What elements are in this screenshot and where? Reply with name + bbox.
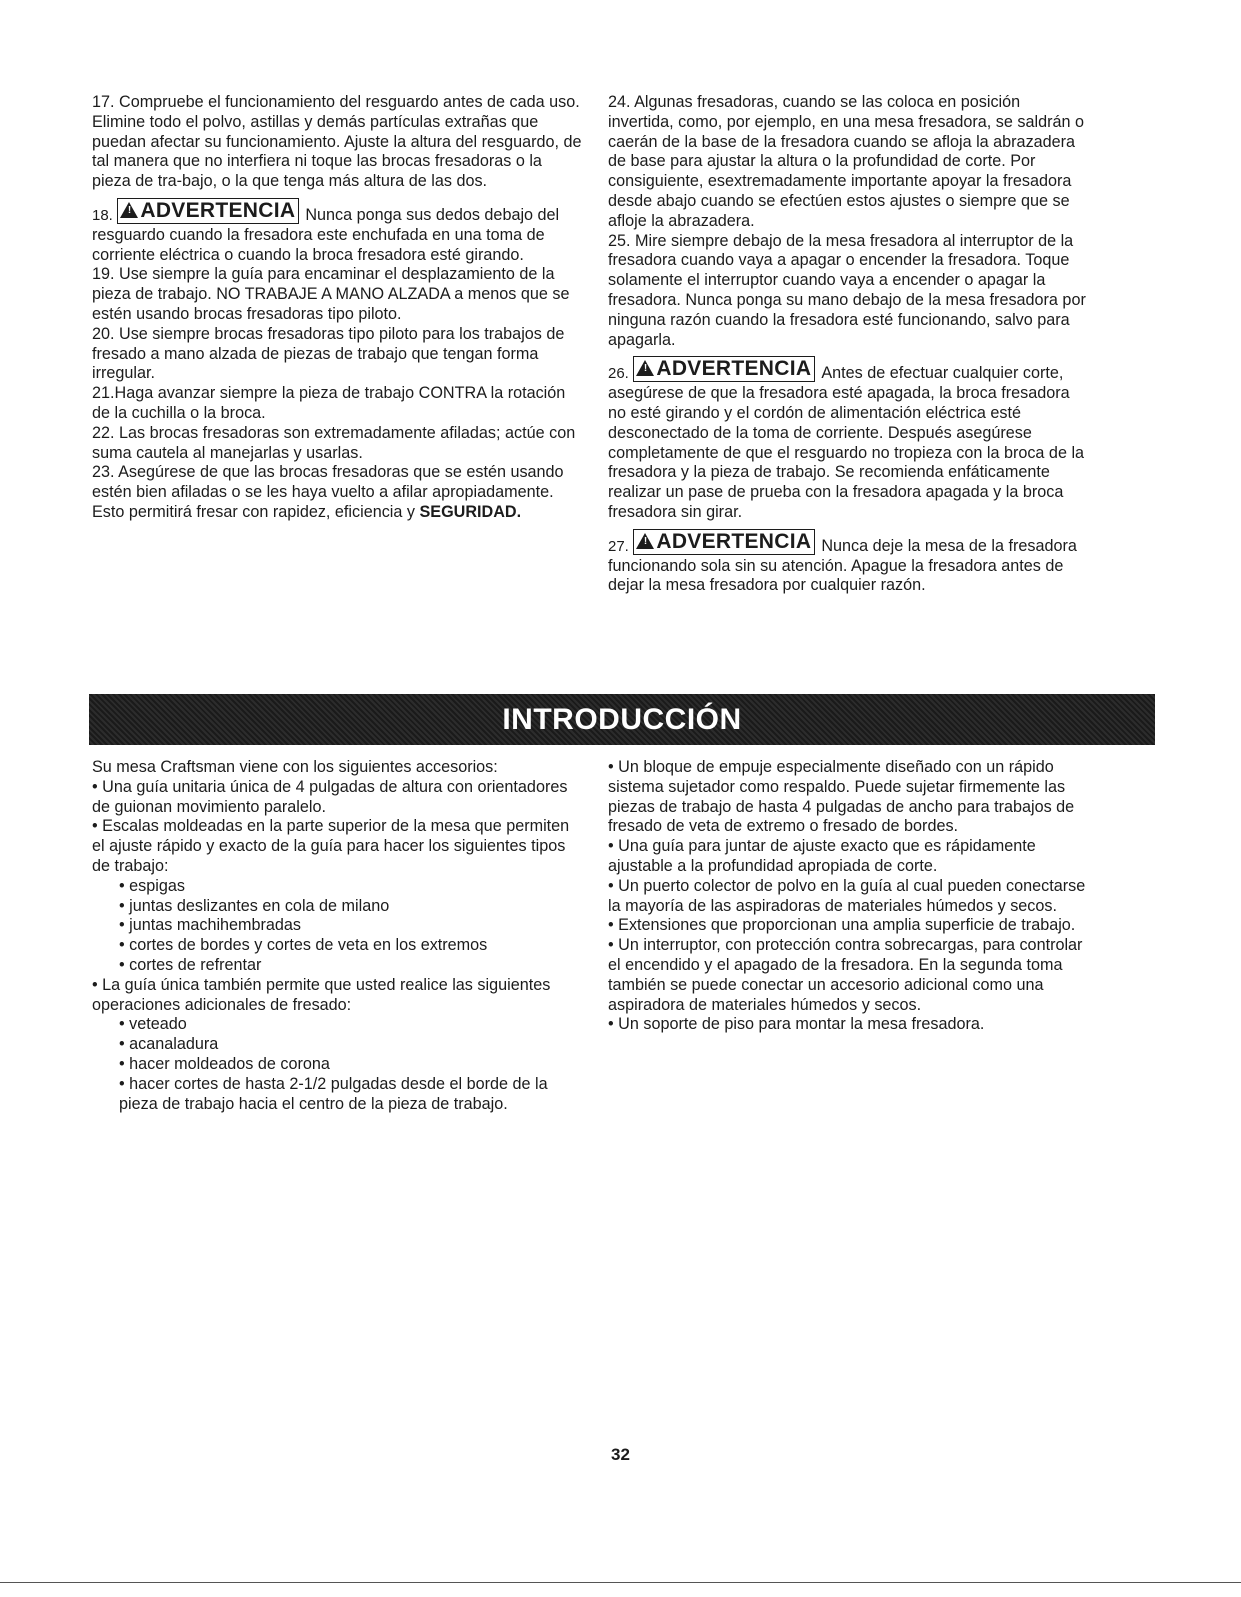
rule-19: 19. Use siempre la guía para encaminar el desplazamiento de la pieza de trabajo. NO TRABAJE A MANO ALZADA a menos que se estén usando brocas fresadoras tipo piloto. xyxy=(92,265,570,323)
list-item: • Una guía unitaria única de 4 pulgadas de altura con orientadores de guionan movimiento paralelo. xyxy=(92,777,568,816)
rule-text: Antes de efectuar cualquier corte, asegúrese de que la fresadora esté apagada, la broca fresadora no esté girando y el cordón de alimentación eléctrica esté desconectado de la toma de corriente. Después asegúrese completamente de que el resguardo no tropieza con la broca de la fresadora y la pieza de trabajo. Se recomienda enfáticamente realizar un pase de prueba con la fresadora apagada y la broca fresadora sin girar. xyxy=(608,364,1085,521)
section-title: INTRODUCCIÓN xyxy=(502,702,742,736)
list-item: • Extensiones que proporcionan una amplia superficie de trabajo. xyxy=(608,916,1076,935)
sub-list-item: • acanaladura xyxy=(119,1035,219,1054)
page-number: 32 xyxy=(611,1445,630,1464)
warning-label: ! ADVERTENCIA xyxy=(633,529,815,555)
rule-18 xyxy=(92,198,584,265)
rule-20: 20. Use siempre brocas fresadoras tipo piloto para los trabajos de fresado a mano alzada de piezas de trabajo que tengan forma irregular. xyxy=(92,324,565,383)
rule-number: 26. xyxy=(608,365,629,383)
rule-17: 17. Compruebe el funcionamiento del resguardo antes de cada uso. Elimine todo el polvo, astillas y demás partículas extrañas que puedan afectar su funcionamiento. Ajuste la altura del resguardo, de tal manera que no interfiera ni toque las brocas fresadoras o la pieza de tra-bajo, o la que tenga más altura de las dos. xyxy=(92,93,582,191)
sub-list-item: • hacer moldeados de corona xyxy=(119,1054,330,1073)
sub-list-item: • juntas machihembradas xyxy=(119,916,302,935)
warning-triangle-icon: ! xyxy=(636,360,654,376)
rule-21: 21.Haga avanzar siempre la pieza de trabajo CONTRA la rotación de la cuchilla o la broca. xyxy=(92,384,566,422)
rule-number: 18. xyxy=(92,206,113,224)
rule-text: Nunca ponga sus dedos debajo del resguardo cuando la fresadora este enchufada en una toma de corriente eléctrica o cuando la broca fresadora esté girando. xyxy=(92,205,560,264)
warning-label: ! ADVERTENCIA xyxy=(633,356,815,382)
rule-22: 22. Las brocas fresadoras son extremadamente afiladas; actúe con suma cautela al manejarlas y usarlas. xyxy=(92,423,576,462)
safety-rules-left-column xyxy=(92,93,584,523)
rule-25: 25. Mire siempre debajo de la mesa fresadora al interruptor de la fresadora cuando vaya a apagar o encender la fresadora. Toque solamente el interruptor cuando vaya a encender o apagar la fresadora. Nunca ponga su mano debajo de la mesa fresadora por ninguna razón cuando la fresadora esté funcionando, salvo para apagarla. xyxy=(608,231,1086,349)
rule-text: Nunca deje la mesa de la fresadora funcionando sola sin su atención. Apague la fresadora antes de dejar la mesa fresadora por cualquier razón. xyxy=(608,536,1077,595)
divider xyxy=(0,1582,1241,1583)
sub-list-item: • hacer cortes de hasta 2-1/2 pulgadas desde el borde de la pieza de trabajo hacia el centro de la pieza de trabajo. xyxy=(119,1074,548,1113)
accessories-left-column xyxy=(92,758,584,1114)
rule-27 xyxy=(608,529,1088,596)
list-item: • Un puerto colector de polvo en la guía al cual pueden conectarse la mayoría de las aspiradoras de materiales húmedos y secos. xyxy=(608,876,1086,915)
sub-list-item: • espigas xyxy=(119,876,185,895)
emphasis: SEGURIDAD. xyxy=(419,502,522,521)
warning-triangle-icon: ! xyxy=(636,533,654,549)
warning-triangle-icon: ! xyxy=(120,202,138,218)
section-banner xyxy=(89,694,1155,745)
rule-24: 24. Algunas fresadoras, cuando se las coloca en posición invertida, como, por ejemplo, en una mesa fresadora, se saldrán o caerán de la base de la fresadora cuando se afloja la abrazadera de base para ajustar la altura o la profundidad de corte. Por consiguiente, esextremadamente importante apoyar la fresadora desde abajo cuando se efectúen estos ajustes o siempre que se afloje la abrazadera. xyxy=(608,93,1084,230)
warning-label: ! ADVERTENCIA xyxy=(117,198,299,224)
rule-number: 27. xyxy=(608,537,629,555)
list-item: • Una guía para juntar de ajuste exacto que es rápidamente ajustable a la profundidad apropiada de corte. xyxy=(608,837,1036,875)
sub-list-item: • cortes de bordes y cortes de veta en los extremos xyxy=(119,936,488,955)
list-item: • Un soporte de piso para montar la mesa fresadora. xyxy=(608,1015,985,1034)
accessories-right-column xyxy=(608,758,1088,1035)
safety-rules-right-column xyxy=(608,93,1088,596)
rule-26 xyxy=(608,356,1088,522)
list-item: • Un bloque de empuje especialmente diseñado con un rápido sistema sujetador como respaldo. Puede sujetar firmemente las piezas de trabajo de hasta 4 pulgadas de ancho para trabajos de fresado de veta de extremo o fresado de bordes. xyxy=(608,758,1075,836)
sub-list-item: • cortes de refrentar xyxy=(119,955,262,974)
rule-23: 23. Asegúrese de que las brocas fresadoras que se estén usando estén bien afiladas o se les haya vuelto a afilar apropiadamente. Esto permitirá fresar con rapidez, eficiencia y SEGURIDAD. xyxy=(92,463,564,521)
intro-text: Su mesa Craftsman viene con los siguientes accesorios: xyxy=(92,758,498,776)
list-item: • La guía única también permite que usted realice las siguientes operaciones adicionales de fresado: xyxy=(92,975,551,1014)
list-item: • Un interruptor, con protección contra sobrecargas, para controlar el encendido y el apagado de la fresadora. En la segunda toma también se puede conectar un accesorio adicional como una aspiradora de materiales húmedos y secos. xyxy=(608,936,1083,1014)
sub-list-item: • juntas deslizantes en cola de milano xyxy=(119,896,390,915)
list-item: • Escalas moldeadas en la parte superior de la mesa que permiten el ajuste rápido y exacto de la guía para hacer los siguientes tipos de trabajo: xyxy=(92,817,570,875)
sub-list-item: • veteado xyxy=(119,1015,187,1034)
